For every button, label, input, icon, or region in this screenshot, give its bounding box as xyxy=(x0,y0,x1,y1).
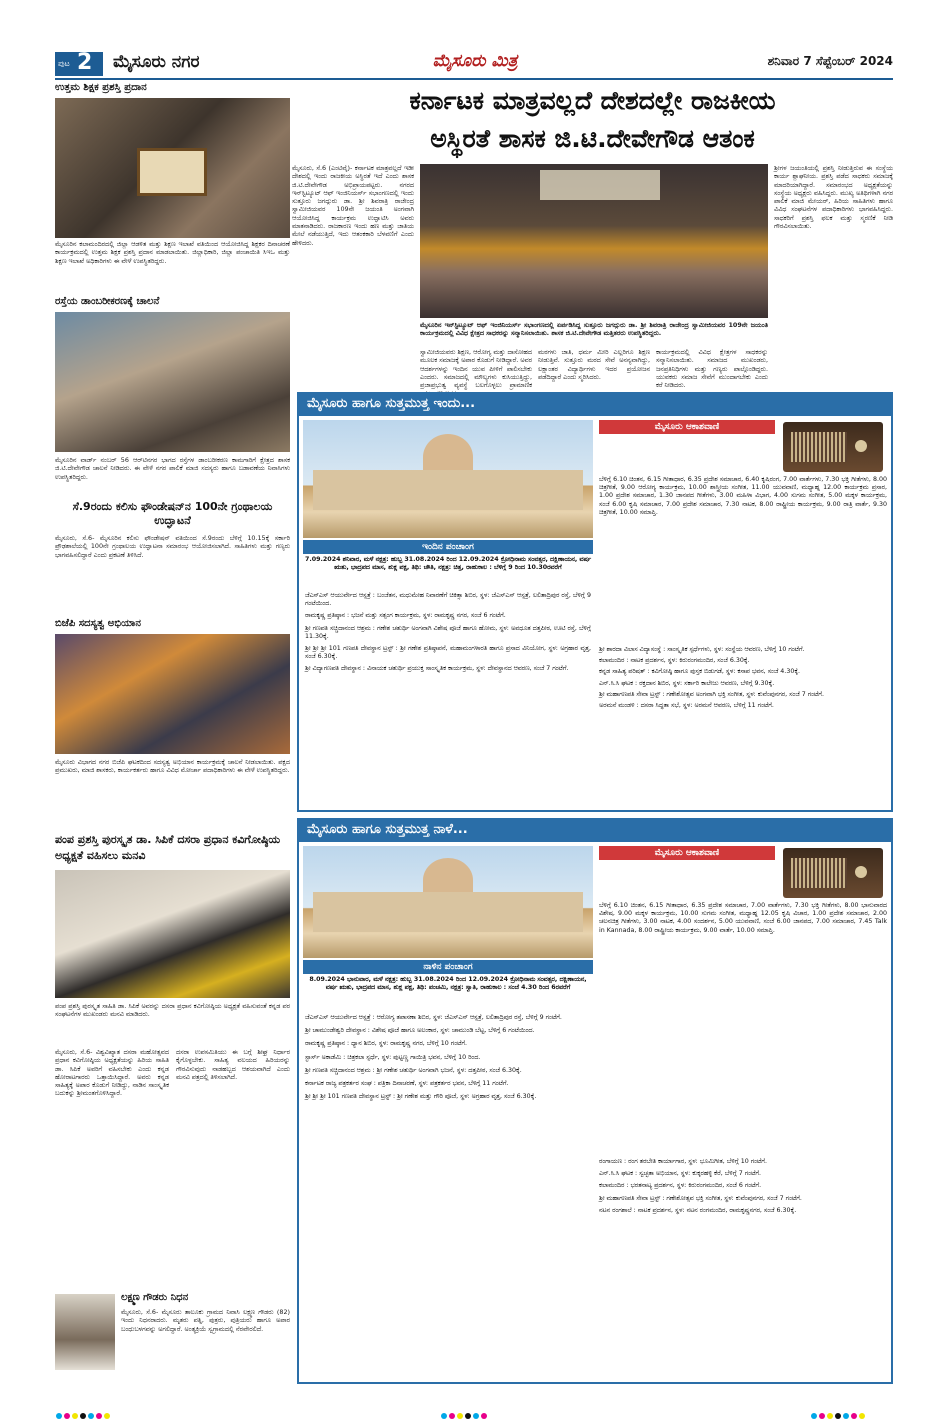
radio-icon xyxy=(783,848,883,898)
page-number: 2 xyxy=(77,50,93,75)
radio-speaker-grille xyxy=(791,432,847,462)
event-item: ಸ್ಟಾರ್ಸ್ ಅಕಾಡೆಮಿ : ಚಿತ್ರಕಲಾ ಸ್ಪರ್ಧೆ, ಸ್ಥಳ: ಪುಟ್ಟಣ್ಣ ಗಾಯಿತ್ರಿ ಭವನ, ಬೆಳಿಗ್ಗೆ 10 ರಿಂದ. xyxy=(305,1053,481,1061)
issue-date: ಶನಿವಾರ 7 ಸೆಪ್ಟೆಂಬರ್ 2024 xyxy=(767,54,893,68)
event-item: ಕನ್ನಡ ಸಾಹಿತ್ಯ ಪರಿಷತ್ : ಕವಿಗೋಷ್ಠಿ ಹಾಗೂ ಪುಸ್ತಕ ಬಿಡುಗಡೆ, ಸ್ಥಳ: ಕಸಾಪ ಭವನ, ಸಂಜೆ 4.30ಕ್ಕೆ. xyxy=(599,668,801,676)
photo-caption: ಪಂಪ ಪ್ರಶಸ್ತಿ ಪುರಸ್ಕೃತ ಸಾಹಿತಿ ಡಾ. ಸಿಪಿಕೆ ಅವರನ್ನು ದಸರಾ ಪ್ರಧಾನ ಕವಿಗೋಷ್ಠಿಯ ಅಧ್ಯಕ್ಷತೆ ವಹಿಸುವಂತೆ ಕನ್ನಡ ಪರ ಸಂಘಟನೆಗಳ ಮುಖಂಡರು ಮನವಿ ಮಾಡಿದರು. xyxy=(55,1002,290,1019)
story-heading: ಪಂಪ ಪ್ರಶಸ್ತಿ ಪುರಸ್ಕೃತ ಡಾ. ಸಿಪಿಕೆ ದಸರಾ ಪ್ರಧಾನ ಕವಿಗೋಷ್ಠಿಯ ಅಧ್ಯಕ್ಷತೆ ವಹಿಸಲು ಮನವಿ xyxy=(55,833,281,862)
radio-knob xyxy=(855,440,867,452)
registration-dots-left xyxy=(55,1404,145,1414)
event-item: ರಂಗಾಯಣ : ರಂಗ ತರಬೇತಿ ಕಾರ್ಯಾಗಾರ, ಸ್ಥಳ: ಭೂಮಿಗೀತ, ಬೆಳಿಗ್ಗೆ 10 ಗಂಟೆಗೆ. xyxy=(599,1158,767,1165)
radio-title-today: ಮೈಸೂರು ಆಕಾಶವಾಣಿ xyxy=(599,420,775,434)
panchanga-title-today: ಇಂದಿನ ಪಂಚಾಂಗ xyxy=(303,540,593,554)
lead-photo-caption: ಮೈಸೂರಿನ ಇನ್‌ಸ್ಟಿಟ್ಯೂಟ್ ಆಫ್ ಇಂಜಿನಿಯರ್ಸ್ ಸಭಾಂಗಣದಲ್ಲಿ ಏರ್ಪಡಿಸಿದ್ದ ಸುತ್ತೂರು ಜಗದ್ಗುರು ಡಾ. ಶ್ರೀ ಶಿವರಾತ್ರಿ ರಾಜೇಂದ್ರ ಸ್ವಾಮೀಜಿಯವರ 109ನೇ ಜಯಂತಿ ಕಾರ್ಯಕ್ರಮದಲ್ಲಿ ವಿವಿಧ ಕ್ಷೇತ್ರದ ಸಾಧಕರನ್ನು ಸನ್ಮಾನಿಸಲಾಯಿತು. ಶಾಸಕ ಜಿ.ಟಿ.ದೇವೇಗೌಡ ಮತ್ತಿತರರು ಉಪಸ್ಥಿತರಿದ್ದರು. xyxy=(420,321,768,338)
lead-headline-line2: ಅಸ್ಥಿರತೆ ಶಾಸಕ ಜಿ.ಟಿ.ದೇವೇಗೌಡ ಆತಂಕ xyxy=(430,124,755,153)
events-list-tomorrow xyxy=(305,1014,591,1380)
tomorrow-band xyxy=(299,820,891,842)
page-number-box xyxy=(55,52,103,76)
extra-events-tomorrow xyxy=(599,1158,887,1380)
event-item: ಕಲಾಮಂದಿರ : ಭರತನಾಟ್ಯ ಪ್ರದರ್ಶನ, ಸ್ಥಳ: ಕಿರುರಂಗಮಂದಿರ, ಸಂಜೆ 6 ಗಂಟೆಗೆ. xyxy=(599,1182,762,1190)
event-item: ಶ್ರೀ ಗಣಪತಿ ಸಚ್ಚಿದಾನಂದ ಆಶ್ರಮ : ಶ್ರೀ ಗಣೇಶ ಚತುರ್ಥಿ ಅಂಗವಾಗಿ ಭಜನೆ, ಸ್ಥಳ: ದತ್ತಪೀಠ, ಸಂಜೆ 6.30ಕ್ಕೆ. xyxy=(305,1066,522,1074)
event-item: ಶ್ರೀ ಮಹಾಗಣಪತಿ ಸೇವಾ ಟ್ರಸ್ಟ್ : ಗಣೇಶೋತ್ಸವ ಅಂಗವಾಗಿ ಭಕ್ತಿ ಸಂಗೀತ, ಸ್ಥಳ: ಕುವೆಂಪುನಗರ, ಸಂಜೆ 7 ಗಂಟೆಗೆ. xyxy=(599,690,824,698)
lead-body-mid-1: ಸ್ವಾಮೀಜಿಯವರು ಶಿಕ್ಷಣ, ಆರೋಗ್ಯ ಮತ್ತು ದಾಸೋಹದ ಮೂಲಕ ಸಮಾಜಕ್ಕೆ ಅಪಾರ ಕೊಡುಗೆ ನೀಡಿದ್ದಾರೆ. ಅವರ ಆದರ್ಶಗಳನ್ನು ಇಂದಿನ ಯುವ ಪೀಳಿಗೆ ಪಾಲಿಸಬೇಕು ಎಂದರು. ಸಮಾಜದಲ್ಲಿ ಮೌಲ್ಯಗಳು ಕುಸಿಯುತ್ತಿದ್ದು, ಪ್ರಜಾಪ್ರಭುತ್ವ ವ್ಯವಸ್ಥೆ ಬಲಗೊಳ್ಳಲು ಪ್ರಾಮಾಣಿಕ xyxy=(420,348,532,390)
obituary-heading: ಲಕ್ಷ್ಮಣ ಗೌಡರು ನಿಧನ xyxy=(121,1292,189,1303)
today-band-title: ಮೈಸೂರು ಹಾಗೂ ಸುತ್ತಮುತ್ತ ಇಂದು... xyxy=(307,396,476,411)
event-item: ಜೆಎಸ್‌ಎಸ್ ಆಯುರ್ವೇದ ಆಸ್ಪತ್ರೆ : ಆರೋಗ್ಯ ತಪಾಸಣಾ ಶಿಬಿರ, ಸ್ಥಳ: ಜೆಎಸ್‌ಎಸ್ ಆಸ್ಪತ್ರೆ, ಲಲಿತಾದ್ರಿಪುರ ರಸ್ತೆ, ಬೆಳಿಗ್ಗೆ 9 ಗಂಟೆಗೆ. xyxy=(305,1014,562,1021)
photo-caption: ಮೈಸೂರು ವಿಭಾಗದ ನಗರ ಬಿಜೆಪಿ ಘಟಕದಿಂದ ಸದಸ್ಯತ್ವ ಅಭಿಯಾನ ಕಾರ್ಯಕ್ರಮಕ್ಕೆ ಚಾಲನೆ ನೀಡಲಾಯಿತು. ಪಕ್ಷದ ಪ್ರಮುಖರು, ಮಾಜಿ ಶಾಸಕರು, ಕಾರ್ಯಕರ್ತರು ಹಾಗೂ ವಿವಿಧ ಮೋರ್ಚಾ ಪದಾಧಿಕಾರಿಗಳು ಈ ವೇಳೆ ಉಪಸ್ಥಿತರಿದ್ದರು. xyxy=(55,758,290,775)
today-band xyxy=(299,394,891,416)
event-item: ಎನ್.ಸಿ.ಸಿ ಘಟಕ : ರಕ್ತದಾನ ಶಿಬಿರ, ಸ್ಥಳ: ಸರ್ಕಾರಿ ಕಾಲೇಜು ಆವರಣ, ಬೆಳಿಗ್ಗೆ 9.30ಕ್ಕೆ. xyxy=(599,679,775,687)
events-list-today xyxy=(305,592,591,810)
event-item: ನಟನ ರಂಗಶಾಲೆ : ನಾಟಕ ಪ್ರದರ್ಶನ, ಸ್ಥಳ: ನಟನ ರಂಗಮಂದಿರ, ರಾಮಕೃಷ್ಣನಗರ, ಸಂಜೆ 6.30ಕ್ಕೆ. xyxy=(599,1206,797,1214)
lead-felicitation-photo xyxy=(420,164,768,318)
photo-caption: ಮೈಸೂರಿನ ವಾರ್ಡ್ ನಂಬರ್ 56 ಆರ್‌ಟಿನಗರ ಭಾಗದ ರಸ್ತೆಗಳ ಡಾಂಬರೀಕರಣ ಕಾಮಗಾರಿಗೆ ಕ್ಷೇತ್ರದ ಶಾಸಕ ಜಿ.ಟಿ.ದೇವೇಗೌಡ ಚಾಲನೆ ನೀಡಿದರು. ಈ ವೇಳೆ ನಗರ ಪಾಲಿಕೆ ಮಾಜಿ ಸದಸ್ಯರು ಹಾಗೂ ಬಡಾವಣೆಯ ನಿವಾಸಿಗಳು ಉಪಸ್ಥಿತರಿದ್ದರು. xyxy=(55,456,290,481)
palace-facade xyxy=(313,892,583,932)
story-road-asphalt xyxy=(55,296,290,496)
radio-speaker-grille xyxy=(791,858,847,888)
lead-story xyxy=(292,82,893,392)
lead-body-mid-3: ಕಾರ್ಯಕ್ರಮದಲ್ಲಿ ವಿವಿಧ ಕ್ಷೇತ್ರಗಳ ಸಾಧಕರನ್ನು ಸನ್ಮಾನಿಸಲಾಯಿತು. ಸಮಾಜದ ಮುಖಂಡರು, ಜನಪ್ರತಿನಿಧಿಗಳು ಮತ್ತು ಗಣ್ಯರು ಪಾಲ್ಗೊಂಡಿದ್ದರು. ಯುವಕರು ಸಮಾಜ ಸೇವೆಗೆ ಮುಂದಾಗಬೇಕು ಎಂದು ಕರೆ ನೀಡಿದರು. xyxy=(656,348,768,390)
radio-title-tomorrow: ಮೈಸೂರು ಆಕಾಶವಾಣಿ xyxy=(599,846,775,860)
event-item: ಕಲಾಮಂದಿರ : ನಾಟಕ ಪ್ರದರ್ಶನ, ಸ್ಥಳ: ಕಿರುರಂಗಮಂದಿರ, ಸಂಜೆ 6.30ಕ್ಕೆ. xyxy=(599,657,750,665)
panchanga-text-tomorrow: 8.09.2024 ಭಾನುವಾರ, ಮಳೆ ನಕ್ಷತ್ರ: ಹುಬ್ಬ 31.08.2024 ರಿಂದ 12.09.2024 ಕ್ರೋಧಿನಾಮ ಸಂವತ್ಸರ, ದಕ್ಷಿಣಾಯನ, ವರ್ಷ ಋತು, ಭಾದ್ರಪದ ಮಾಸ, ಶುಕ್ಲ ಪಕ್ಷ, ತಿಥಿ: ಪಂಚಮಿ, ನಕ್ಷತ್ರ: ಸ್ವಾತಿ, ರಾಹುಕಾಲ : ಸಂಜೆ 4.30 ರಿಂದ 6ರವರೆಗೆ xyxy=(309,976,587,992)
event-item: ರಾಮಕೃಷ್ಣ ಪ್ರತಿಷ್ಠಾನ : ಭಜನೆ ಮತ್ತು ಸತ್ಸಂಗ ಕಾರ್ಯಕ್ರಮ, ಸ್ಥಳ: ರಾಮಕೃಷ್ಣ ನಗರ, ಸಂಜೆ 6 ಗಂಟೆಗೆ. xyxy=(305,612,506,620)
story-teacher-award xyxy=(55,82,290,280)
story-body-col-a: ಮೈಸೂರು, ಸೆ.6- ವಿಶ್ವವಿಖ್ಯಾತ ದಸರಾ ಮಹೋತ್ಸವದ ಪ್ರಧಾನ ಕವಿಗೋಷ್ಠಿಯ ಅಧ್ಯಕ್ಷತೆಯನ್ನು ಹಿರಿಯ ಸಾಹಿತಿ ಡಾ. ಸಿಪಿಕೆ ಅವರಿಗೆ ವಹಿಸಬೇಕು ಎಂದು ಕನ್ನಡ ಹೋರಾಟಗಾರರು ಒತ್ತಾಯಿಸಿದ್ದಾರೆ. ಅವರು ಕನ್ನಡ ಸಾಹಿತ್ಯಕ್ಕೆ ಅಪಾರ ಕೊಡುಗೆ ನೀಡಿದ್ದು, ನಾಡಿನ ಸಾಂಸ್ಕೃತಿಕ ಬದುಕನ್ನು ಶ್ರೀಮಂತಗೊಳಿಸಿದ್ದಾರೆ. xyxy=(55,1048,169,1098)
registration-dots-center xyxy=(440,1404,510,1414)
memorandum-photo xyxy=(55,870,290,998)
event-item: ಶ್ರೀ ಶಾರದಾ ವಿಲಾಸ ವಿದ್ಯಾಸಂಸ್ಥೆ : ಸಾಂಸ್ಕೃತಿಕ ಸ್ಪರ್ಧೆಗಳು, ಸ್ಥಳ: ಸಂಸ್ಥೆಯ ಆವರಣ, ಬೆಳಿಗ್ಗೆ 10 ಗಂಟೆಗೆ. xyxy=(599,646,805,653)
radio-schedule-tomorrow: ಬೆಳಿಗ್ಗೆ 6.10 ಚಿಂತನ, 6.15 ಗೀತಾಧಾರ, 6.35 ಪ್ರದೇಶ ಸಮಾಚಾರ, 7.00 ವಾರ್ತೆಗಳು, 7.30 ಭಕ್ತಿ ಗೀತೆಗಳು, 8.00 ಭಾನುವಾರದ ವಿಶೇಷ, 9.00 ಮಕ್ಕಳ ಕಾರ್ಯಕ್ರಮ, 10.00 ಸುಗಮ ಸಂಗೀತ, ಮಧ್ಯಾಹ್ನ 12.05 ಕೃಷಿ ವಿಚಾರ, 1.00 ಪ್ರದೇಶ ಸಮಾಚಾರ, 2.00 ಚಲನಚಿತ್ರ ಗೀತೆಗಳು, 3.00 ನಾಟಕ, 4.00 ಸಂದರ್ಶನ, 5.00 ಯುವವಾಣಿ, ಸಂಜೆ 6.00 ಜಾನಪದ, 7.00 ಸಮಾಚಾರ, 7.45 Talk in Kannada, 8.00 ರಾಷ್ಟ್ರೀಯ ಕಾರ್ಯಕ್ರಮ, 9.00 ವಾರ್ತೆ, 10.00 ಸಮಾಪ್ತಿ. xyxy=(599,902,887,934)
palace-photo-tomorrow xyxy=(303,846,593,958)
event-item: ಶ್ರೀ ಮಹಾಗಣಪತಿ ಸೇವಾ ಟ್ರಸ್ಟ್ : ಗಣೇಶೋತ್ಸವ ಭಕ್ತಿ ಸಂಗೀತ, ಸ್ಥಳ: ಕುವೆಂಪುನಗರ, ಸಂಜೆ 7 ಗಂಟೆಗೆ. xyxy=(599,1194,802,1202)
story-body: ಮೈಸೂರು, ಸೆ.6- ಮೈಸೂರಿನ ಕಲಿಸು ಫೌಂಡೇಷನ್ ವತಿಯಿಂದ ಸೆ.9ರಂದು ಬೆಳಿಗ್ಗೆ 10.15ಕ್ಕೆ ಸರ್ಕಾರಿ ಪ್ರೌಢಶಾಲೆಯಲ್ಲಿ 100ನೇ ಗ್ರಂಥಾಲಯ ಉದ್ಘಾಟನಾ ಸಮಾರಂಭ ಆಯೋಜಿಸಲಾಗಿದೆ. ಸಾಹಿತಿಗಳು ಮತ್ತು ಗಣ್ಯರು ಭಾಗವಹಿಸಲಿದ್ದಾರೆ ಎಂದು ಪ್ರಕಟಣೆ ತಿಳಿಸಿದೆ. xyxy=(55,534,290,559)
masthead: ಮೈಸೂರು ಮಿತ್ರ xyxy=(432,51,518,71)
radio-schedule-today: ಬೆಳಿಗ್ಗೆ 6.10 ಚಿಂತನ, 6.15 ಗೀತಾಧಾರ, 6.35 ಪ್ರದೇಶ ಸಮಾಚಾರ, 6.40 ಕೃಷಿರಂಗ, 7.00 ವಾರ್ತೆಗಳು, 7.30 ಭಕ್ತಿ ಗೀತೆಗಳು, 8.00 ಚಿತ್ರಗೀತೆ, 9.00 ಆರೋಗ್ಯ ಕಾರ್ಯಕ್ರಮ, 10.00 ಶಾಸ್ತ್ರೀಯ ಸಂಗೀತ, 11.00 ಯುವವಾಣಿ, ಮಧ್ಯಾಹ್ನ 12.00 ಕಾರ್ಯಕ್ರಮ ಪ್ರಸಾರ, 1.00 ಪ್ರದೇಶ ಸಮಾಚಾರ, 1.30 ಜಾನಪದ ಗೀತೆಗಳು, 3.00 ಮಹಿಳಾ ವಿಭಾಗ, 4.00 ಸುಗಮ ಸಂಗೀತ, 5.00 ಮಕ್ಕಳ ಕಾರ್ಯಕ್ರಮ, ಸಂಜೆ 6.00 ಕೃಷಿ ಸಮಾಚಾರ, 7.00 ಪ್ರದೇಶ ಸಮಾಚಾರ, 7.30 ನಾಟಕ, 8.00 ರಾಷ್ಟ್ರೀಯ ಕಾರ್ಯಕ್ರಮ, 9.00 ರಾತ್ರಿ ವಾರ್ತೆ, 9.30 ಚಿತ್ರಗೀತೆ, 10.00 ಸಮಾಪ್ತಿ. xyxy=(599,476,887,516)
obituary xyxy=(55,1288,290,1378)
event-item: ಎನ್.ಸಿ.ಸಿ ಘಟಕ : ಸ್ವಚ್ಛತಾ ಅಭಿಯಾನ, ಸ್ಥಳ: ಕುಕ್ಕರಹಳ್ಳಿ ಕೆರೆ, ಬೆಳಿಗ್ಗೆ 7 ಗಂಟೆಗೆ. xyxy=(599,1170,761,1178)
lead-body-right: ಶ್ರೀಗಳ ಜಯಂತಿಯಲ್ಲಿ ಪ್ರಶಸ್ತಿ ನೀಡುತ್ತಿರುವ ಈ ಸಂಸ್ಥೆಯ ಕಾರ್ಯ ಶ್ಲಾಘನೀಯ. ಪ್ರಶಸ್ತಿ ಪಡೆದ ಸಾಧಕರು ಸಮಾಜಕ್ಕೆ ಮಾದರಿಯಾಗಿದ್ದಾರೆ. ಸಮಾರಂಭದ ಅಧ್ಯಕ್ಷತೆಯನ್ನು ಸಂಸ್ಥೆಯ ಅಧ್ಯಕ್ಷರು ವಹಿಸಿದ್ದರು. ಮುಖ್ಯ ಅತಿಥಿಗಳಾಗಿ ನಗರ ಪಾಲಿಕೆ ಮಾಜಿ ಮೇಯರ್, ಹಿರಿಯ ಸಾಹಿತಿಗಳು ಹಾಗೂ ವಿವಿಧ ಸಂಘಟನೆಗಳ ಪದಾಧಿಕಾರಿಗಳು ಭಾಗವಹಿಸಿದ್ದರು. ಸಾಧಕರಿಗೆ ಪ್ರಶಸ್ತಿ ಫಲಕ ಮತ್ತು ಸ್ಮರಣಿಕೆ ನೀಡಿ ಗೌರವಿಸಲಾಯಿತು. xyxy=(774,164,893,231)
teacher-award-photo xyxy=(55,98,290,238)
radio-knob xyxy=(855,866,867,878)
road-inauguration-photo xyxy=(55,312,290,452)
event-item: ಶ್ರೀ ಗಣಪತಿ ಸಚ್ಚಿದಾನಂದ ಆಶ್ರಮ : ಗಣೇಶ ಚತುರ್ಥಿ ಅಂಗವಾಗಿ ವಿಶೇಷ ಪೂಜೆ ಹಾಗೂ ಹೋಮ, ಸ್ಥಳ: ಅವಧೂತ ದತ್ತಪೀಠ, ಊಟಿ ರಸ್ತೆ, ಬೆಳಿಗ್ಗೆ 11.30ಕ್ಕೆ. xyxy=(305,624,591,640)
panchanga-text-today: 7.09.2024 ಶನಿವಾರ, ಮಳೆ ನಕ್ಷತ್ರ: ಹುಬ್ಬ 31.08.2024 ರಿಂದ 12.09.2024 ಕ್ರೋಧಿನಾಮ ಸಂವತ್ಸರ, ದಕ್ಷಿಣಾಯನ, ವರ್ಷ ಋತು, ಭಾದ್ರಪದ ಮಾಸ, ಶುಕ್ಲ ಪಕ್ಷ, ತಿಥಿ: ಚೌತಿ, ನಕ್ಷತ್ರ: ಚಿತ್ತ, ರಾಹುಕಾಲ : ಬೆಳಿಗ್ಗೆ 9 ರಿಂದ 10.30ರವರೆಗೆ xyxy=(305,556,591,572)
story-heading: ಸೆ.9ರಂದು ಕಲಿಸು ಫೌಂಡೇಷನ್‌ನ 100ನೇ ಗ್ರಂಥಾಲಯ ಉದ್ಘಾಟನೆ xyxy=(72,500,273,527)
story-body-col-b: ದಸರಾ ಉಪಸಮಿತಿಯು ಈ ಬಗ್ಗೆ ಶೀಘ್ರ ನಿರ್ಧಾರ ಕೈಗೊಳ್ಳಬೇಕು. ಸಾಹಿತ್ಯ ವಲಯದ ಹಿರಿಯರನ್ನು ಗೌರವಿಸುವುದು ನಾಡಹಬ್ಬದ ಆಶಯವಾಗಿದೆ ಎಂದು ಮನವಿ ಪತ್ರದಲ್ಲಿ ತಿಳಿಸಲಾಗಿದೆ. xyxy=(176,1048,290,1081)
lead-body-mid-2: ಮಠಗಳು ಜಾತಿ, ಧರ್ಮ ಮೀರಿ ಎಲ್ಲರಿಗೂ ಶಿಕ್ಷಣ ನೀಡುತ್ತಿವೆ. ಸುತ್ತೂರು ಮಠದ ಸೇವೆ ಅನನ್ಯವಾಗಿದ್ದು, ಲಕ್ಷಾಂತರ ವಿದ್ಯಾರ್ಥಿಗಳು ಇದರ ಪ್ರಯೋಜನ ಪಡೆದಿದ್ದಾರೆ ಎಂದು ಸ್ಮರಿಸಿದರು. xyxy=(538,348,650,381)
event-item: ಶ್ರೀ ವಿದ್ಯಾಗಣಪತಿ ದೇವಸ್ಥಾನ : ವಿನಾಯಕ ಚತುರ್ಥಿ ಪ್ರಯುಕ್ತ ಸಾಂಸ್ಕೃತಿಕ ಕಾರ್ಯಕ್ರಮ, ಸ್ಥಳ: ದೇವಸ್ಥಾನದ ಆವರಣ, ಸಂಜೆ 7 ಗಂಟೆಗೆ. xyxy=(305,665,569,673)
event-item: ಶ್ರೀ ಶ್ರೀ ಶ್ರೀ 101 ಗಣಪತಿ ದೇವಸ್ಥಾನ ಟ್ರಸ್ಟ್ : ಶ್ರೀ ಗಣೇಶ ಪ್ರತಿಷ್ಠಾಪನೆ, ಮಹಾಮಂಗಳಾರತಿ ಹಾಗೂ ಪ್ರಸಾದ ವಿನಿಯೋಗ, ಸ್ಥಳ: ಅಗ್ರಹಾರ ವೃತ್ತ, ಸಂಜೆ 6.30ಕ್ಕೆ. xyxy=(305,645,591,661)
event-item: ಕರ್ನಾಟಕ ರಾಜ್ಯ ಪತ್ರಕರ್ತರ ಸಂಘ : ಪತ್ರಿಕಾ ದಿನಾಚರಣೆ, ಸ್ಥಳ: ಪತ್ರಕರ್ತರ ಭವನ, ಬೆಳಿಗ್ಗೆ 11 ಗಂಟೆಗೆ. xyxy=(305,1080,509,1088)
story-heading: ಉತ್ತಮ ಶಿಕ್ಷಕ ಪ್ರಶಸ್ತಿ ಪ್ರದಾನ xyxy=(55,82,147,93)
page-label: ಪುಟ xyxy=(58,59,70,68)
header-rule xyxy=(55,78,893,80)
event-item: ಶ್ರೀ ಚಾಮುಂಡೇಶ್ವರಿ ದೇವಸ್ಥಾನ : ವಿಶೇಷ ಪೂಜೆ ಹಾಗೂ ಅಲಂಕಾರ, ಸ್ಥಳ: ಚಾಮುಂಡಿ ಬೆಟ್ಟ, ಬೆಳಿಗ್ಗೆ 6 ಗಂಟೆಯಿಂದ. xyxy=(305,1027,535,1035)
lead-body-left: ಮೈಸೂರು, ಸೆ.6 (ಎಂಟಿವೈ)- ಕರ್ನಾಟಕ ಮಾತ್ರವಲ್ಲದೆ ಇಡೀ ದೇಶದಲ್ಲಿ ಇಂದು ರಾಜಕೀಯ ಅಸ್ಥಿರತೆ ಇದೆ ಎಂದು ಶಾಸಕ ಜಿ.ಟಿ.ದೇವೇಗೌಡ ಅಭಿಪ್ರಾಯಪಟ್ಟರು. ನಗರದ ಇನ್‌ಸ್ಟಿಟ್ಯೂಟ್ ಆಫ್ ಇಂಜಿನಿಯರ್ಸ್ ಸಭಾಂಗಣದಲ್ಲಿ ಇಂದು ಸುತ್ತೂರು ಜಗದ್ಗುರು ಡಾ. ಶ್ರೀ ಶಿವರಾತ್ರಿ ರಾಜೇಂದ್ರ ಸ್ವಾಮೀಜಿಯವರ 109ನೇ ಜಯಂತಿ ಅಂಗವಾಗಿ ಆಯೋಜಿಸಿದ್ದ ಕಾರ್ಯಕ್ರಮ ಉದ್ಘಾಟಿಸಿ ಅವರು ಮಾತನಾಡಿದರು. ರಾಜಕಾರಣ ಇಂದು ಹಣ ಮತ್ತು ಜಾತಿಯ ಮೇಲೆ ನಡೆಯುತ್ತಿದೆ, ಇದು ಆತಂಕಕಾರಿ ಬೆಳವಣಿಗೆ ಎಂದು ಹೇಳಿದರು. xyxy=(292,164,414,247)
story-heading: ಬಿಜೆಪಿ ಸದಸ್ಯತ್ವ ಅಭಿಯಾನ xyxy=(55,618,141,629)
event-item: ಅರಮನೆ ಮಂಡಳಿ : ದಸರಾ ಸಿದ್ಧತಾ ಸಭೆ, ಸ್ಥಳ: ಅರಮನೆ ಆವರಣ, ಬೆಳಿಗ್ಗೆ 11 ಗಂಟೆಗೆ. xyxy=(599,702,774,710)
story-bjp-membership xyxy=(55,618,290,828)
stage-banner xyxy=(540,170,660,200)
panchanga-title-tomorrow: ನಾಳಿನ ಪಂಚಾಂಗ xyxy=(303,960,593,974)
event-item: ಜೆಎಸ್‌ಎಸ್ ಆಯುರ್ವೇದ ಆಸ್ಪತ್ರೆ : ಬಂಜೆತನ, ಮಧುಮೇಹ ನಿವಾರಣೆಗೆ ಚಿಕಿತ್ಸಾ ಶಿಬಿರ, ಸ್ಥಳ: ಜೆಎಸ್‌ಎಸ್ ಆಸ್ಪತ್ರೆ, ಲಲಿತಾದ್ರಿಪುರ ರಸ್ತೆ, ಬೆಳಿಗ್ಗೆ 9 ಗಂಟೆಯಿಂದ. xyxy=(305,592,591,608)
palace-facade xyxy=(313,470,583,510)
radio-icon xyxy=(783,422,883,472)
story-kalisu-library xyxy=(55,496,290,614)
bjp-event-photo xyxy=(55,634,290,754)
obituary-portrait xyxy=(55,1294,115,1370)
photo-caption: ಮೈಸೂರಿನ ಕಲಾಮಂದಿರದಲ್ಲಿ ಜಿಲ್ಲಾ ಆಡಳಿತ ಮತ್ತು ಶಿಕ್ಷಣ ಇಲಾಖೆ ವತಿಯಿಂದ ಆಯೋಜಿಸಿದ್ದ ಶಿಕ್ಷಕರ ದಿನಾಚರಣೆ ಕಾರ್ಯಕ್ರಮದಲ್ಲಿ ಉತ್ತಮ ಶಿಕ್ಷಕ ಪ್ರಶಸ್ತಿ ಪ್ರದಾನ ಮಾಡಲಾಯಿತು. ಜಿಲ್ಲಾಧಿಕಾರಿ, ಜಿಲ್ಲಾ ಪಂಚಾಯಿತಿ ಸಿಇಒ ಮತ್ತು ಶಿಕ್ಷಣ ಇಲಾಖೆ ಅಧಿಕಾರಿಗಳು ಈ ವೇಳೆ ಉಪಸ್ಥಿತರಿದ್ದರು. xyxy=(55,240,290,265)
left-column xyxy=(55,82,290,1382)
registration-dots-right xyxy=(810,1404,900,1414)
story-cpk-dasara xyxy=(55,832,290,1282)
page-header xyxy=(55,48,893,78)
extra-events-today xyxy=(599,646,887,810)
event-item: ರಾಮಕೃಷ್ಣ ಪ್ರತಿಷ್ಠಾನ : ಧ್ಯಾನ ಶಿಬಿರ, ಸ್ಥಳ: ರಾಮಕೃಷ್ಣ ನಗರ, ಬೆಳಿಗ್ಗೆ 10 ಗಂಟೆಗೆ. xyxy=(305,1040,468,1048)
tomorrow-band-title: ಮೈಸೂರು ಹಾಗೂ ಸುತ್ತಮುತ್ತ ನಾಳೆ... xyxy=(307,822,468,837)
today-section xyxy=(297,392,893,812)
palace-photo-today xyxy=(303,420,593,538)
award-frame xyxy=(137,148,207,196)
story-heading: ರಸ್ತೆಯ ಡಾಂಬರೀಕರಣಕ್ಕೆ ಚಾಲನೆ xyxy=(55,296,160,307)
tomorrow-section xyxy=(297,818,893,1384)
lead-headline-line1: ಕರ್ನಾಟಕ ಮಾತ್ರವಲ್ಲದೆ ದೇಶದಲ್ಲೇ ರಾಜಕೀಯ xyxy=(409,86,776,115)
section-title: ಮೈಸೂರು ನಗರ xyxy=(113,52,200,72)
obituary-body: ಮೈಸೂರು, ಸೆ.6- ಮೈಸೂರು ತಾಲೂಕು ಗ್ರಾಮದ ನಿವಾಸಿ ಲಕ್ಷ್ಮಣ ಗೌಡರು (82) ಇಂದು ನಿಧನರಾದರು. ಮೃತರು ಪತ್ನಿ, ಪುತ್ರರು, ಪುತ್ರಿಯರು ಹಾಗೂ ಅಪಾರ ಬಂಧುಬಳಗವನ್ನು ಅಗಲಿದ್ದಾರೆ. ಅಂತ್ಯಕ್ರಿಯೆ ಸ್ವಗ್ರಾಮದಲ್ಲಿ ನೆರವೇರಲಿದೆ. xyxy=(121,1308,290,1333)
event-item: ಶ್ರೀ ಶ್ರೀ ಶ್ರೀ 101 ಗಣಪತಿ ದೇವಸ್ಥಾನ ಟ್ರಸ್ಟ್ : ಶ್ರೀ ಗಣೇಶ ಮತ್ತು ಗೌರಿ ಪೂಜೆ, ಸ್ಥಳ: ಅಗ್ರಹಾರ ವೃತ್ತ, ಸಂಜೆ 6.30ಕ್ಕೆ. xyxy=(305,1093,537,1101)
